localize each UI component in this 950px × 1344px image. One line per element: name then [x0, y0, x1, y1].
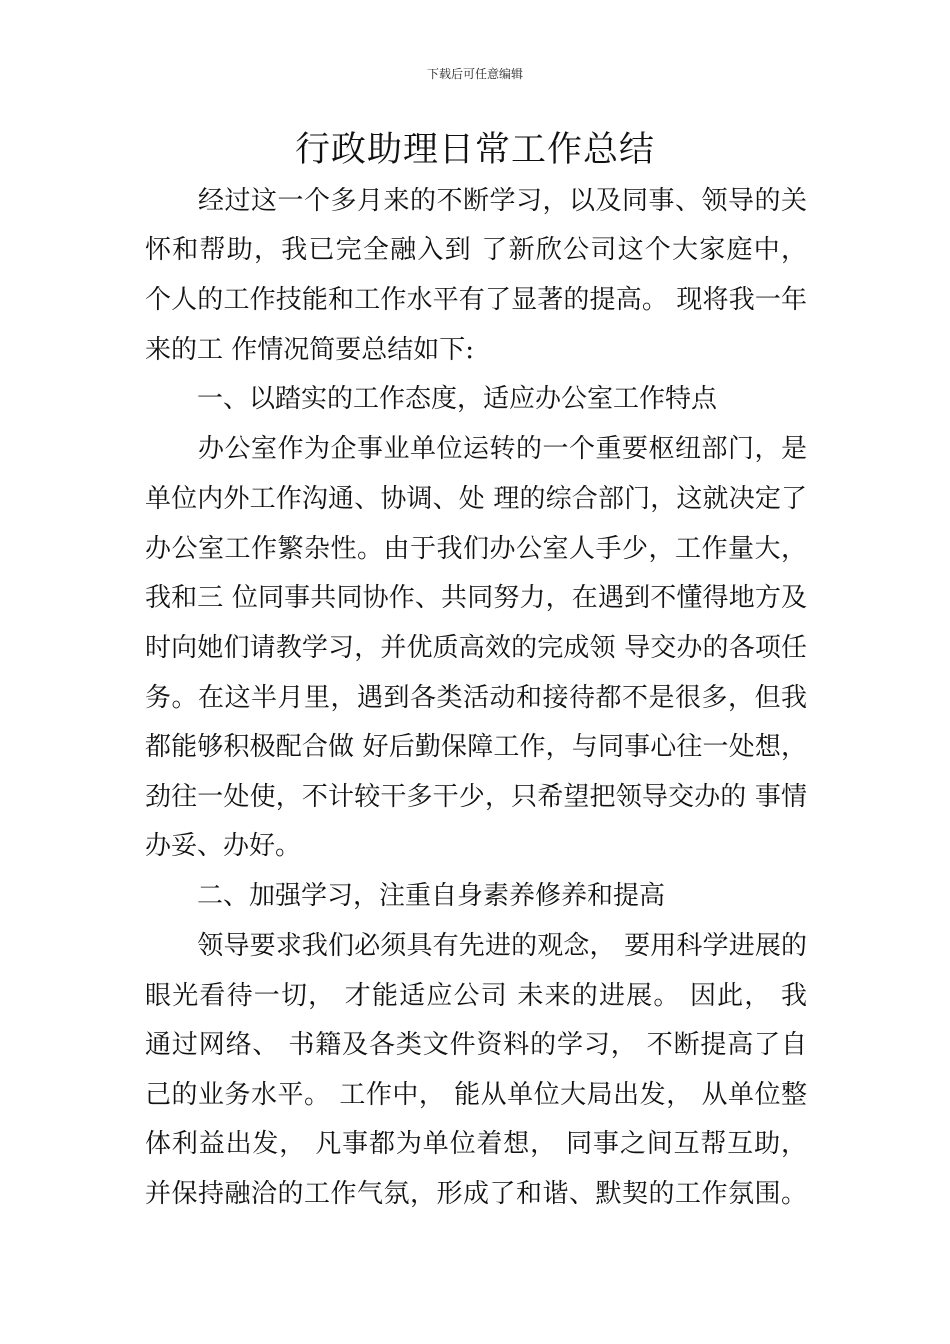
section-heading-1: 一、以踏实的工作态度，适应办公室工作特点: [145, 384, 718, 414]
paragraph-line: 来的工 作情况简要总结如下:: [145, 335, 475, 365]
section-heading-2: 二、加强学习，注重自身素养修养和提高: [145, 881, 666, 911]
paragraph-line: 怀和帮助，我已完全融入到 了新欣公司这个大家庭中，: [145, 235, 807, 265]
paragraph-line: 体利益出发， 凡事都为单位着想， 同事之间互帮互助，: [145, 1129, 807, 1159]
paragraph-line: 劲往一处使，不计较干多干少，只希望把领导交办的 事情: [145, 782, 807, 812]
paragraph-line: 经过这一个多月来的不断学习，以及同事、领导的关: [145, 186, 807, 216]
paragraph-line: 眼光看待一切， 才能适应公司 未来的进展。 因此， 我: [145, 981, 807, 1011]
paragraph-line: 领导要求我们必须具有先进的观念， 要用科学进展的: [145, 931, 807, 961]
paragraph-line: 时向她们请教学习，并优质高效的完成领 导交办的各项任: [145, 633, 807, 663]
paragraph-line: 办妥、办好。: [145, 831, 302, 861]
paragraph-line: 单位内外工作沟通、协调、处 理的综合部门，这就决定了: [145, 484, 807, 514]
paragraph-line: 我和三 位同事共同协作、共同努力，在遇到不懂得地方及: [145, 583, 807, 613]
paragraph-line: 己的业务水平。 工作中， 能从单位大局出发， 从单位整: [145, 1080, 807, 1110]
document-title: 行政助理日常工作总结: [294, 130, 655, 170]
paragraph-line: 通过网络、 书籍及各类文件资料的学习， 不断提高了自: [145, 1030, 807, 1060]
paragraph-line: 务。在这半月里，遇到各类活动和接待都不是很多，但我: [145, 683, 807, 713]
header-note: 下载后可任意编辑: [426, 67, 523, 81]
paragraph-line: 办公室作为企事业单位运转的一个重要枢纽部门，是: [145, 434, 807, 464]
paragraph-line: 办公室工作繁杂性。由于我们办公室人手少，工作量大，: [145, 534, 807, 564]
paragraph-line: 并保持融洽的工作气氛，形成了和谐、默契的工作氛围。: [145, 1179, 807, 1209]
paragraph-line: 都能够积极配合做 好后勤保障工作，与同事心往一处想，: [145, 732, 807, 762]
paragraph-line: 个人的工作技能和工作水平有了显著的提高。 现将我一年: [145, 285, 807, 315]
